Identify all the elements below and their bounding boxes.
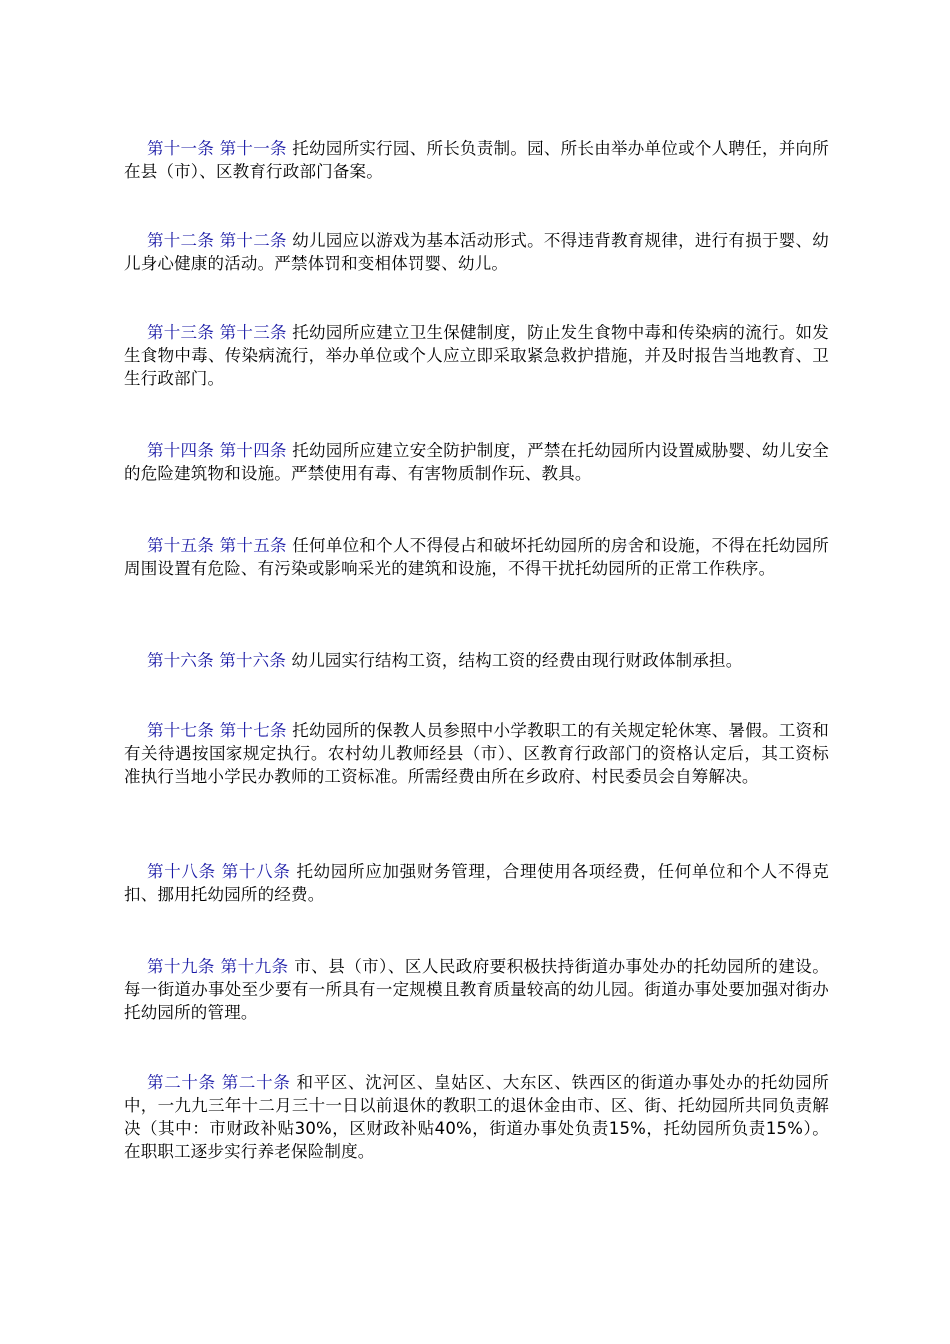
article-label-repeat: 第十一条 <box>219 139 287 158</box>
article-text: 托幼园所应建立卫生保健制度，防止发生食物中毒和传染病的流行。如发生食物中毒、传染病流行，举办单位或个人应立即采取紧急救护措施，并及时报告当地教育、卫生行政部门。 <box>124 323 829 388</box>
article-18 <box>124 860 829 906</box>
article-label: 第十一条 <box>147 139 215 158</box>
article-13 <box>124 321 829 390</box>
article-label: 第十四条 <box>147 441 215 460</box>
article-label-repeat: 第十四条 <box>219 441 287 460</box>
article-14 <box>124 439 829 485</box>
article-15 <box>124 534 829 580</box>
article-label-repeat: 第十八条 <box>221 862 291 881</box>
article-19 <box>124 955 829 1024</box>
article-11 <box>124 137 829 183</box>
article-label-repeat: 第十五条 <box>219 536 287 555</box>
article-label-repeat: 第十七条 <box>219 721 287 740</box>
article-16 <box>124 649 829 672</box>
article-label: 第十五条 <box>147 536 215 555</box>
article-text: 幼儿园实行结构工资，结构工资的经费由现行财政体制承担。 <box>291 651 743 670</box>
article-text: 市、县（市）、区人民政府要积极扶持街道办事处办的托幼园所的建设。每一街道办事处至少要有一所具有一定规模且教育质量较高的幼儿园。街道办事处要加强对街办托幼园所的管理。 <box>124 957 829 1022</box>
article-label-repeat: 第十二条 <box>219 231 287 250</box>
article-17 <box>124 719 829 788</box>
article-label: 第十八条 <box>147 862 216 881</box>
article-label: 第十六条 <box>147 651 214 670</box>
article-text: 托幼园所应建立安全防护制度，严禁在托幼园所内设置威胁婴、幼儿安全的危险建筑物和设施。严禁使用有毒、有害物质制作玩、教具。 <box>124 441 829 483</box>
article-label-repeat: 第十三条 <box>219 323 287 342</box>
article-text: 托幼园所的保教人员参照中小学教职工的有关规定轮休寒、暑假。工资和有关待遇按国家规定执行。农村幼儿教师经县（市）、区教育行政部门的资格认定后，其工资标准执行当地小学民办教师的工资标准。所需经费由所在乡政府、村民委员会自筹解决。 <box>124 721 829 786</box>
article-text: 托幼园所应加强财务管理，合理使用各项经费，任何单位和个人不得克扣、挪用托幼园所的经费。 <box>124 862 829 904</box>
article-label-repeat: 第二十条 <box>221 1073 291 1092</box>
article-label: 第十九条 <box>147 957 215 976</box>
article-12 <box>124 229 829 275</box>
article-label: 第二十条 <box>147 1073 216 1092</box>
article-label: 第十二条 <box>147 231 215 250</box>
article-text: 和平区、沈河区、皇姑区、大东区、铁西区的街道办事处办的托幼园所中，一九九三年十二月三十一日以前退休的教职工的退休金由市、区、街、托幼园所共同负责解决（其中：市财政补贴30%，区财政补贴40%，街道办事处负责15%，托幼园所负责15%）。在职职工逐步实行养老保险制度。 <box>124 1073 829 1161</box>
article-label: 第十七条 <box>147 721 215 740</box>
article-label-repeat: 第十九条 <box>220 957 289 976</box>
article-text: 任何单位和个人不得侵占和破坏托幼园所的房舍和设施，不得在托幼园所周围设置有危险、有污染或影响采光的建筑和设施，不得干扰托幼园所的正常工作秩序。 <box>124 536 829 578</box>
article-label: 第十三条 <box>147 323 215 342</box>
article-text: 幼儿园应以游戏为基本活动形式。不得违背教育规律，进行有损于婴、幼儿身心健康的活动。严禁体罚和变相体罚婴、幼儿。 <box>124 231 829 273</box>
article-20 <box>124 1071 829 1163</box>
article-label-repeat: 第十六条 <box>219 651 287 670</box>
article-text: 托幼园所实行园、所长负责制。园、所长由举办单位或个人聘任，并向所在县（市）、区教育行政部门备案。 <box>124 139 829 181</box>
